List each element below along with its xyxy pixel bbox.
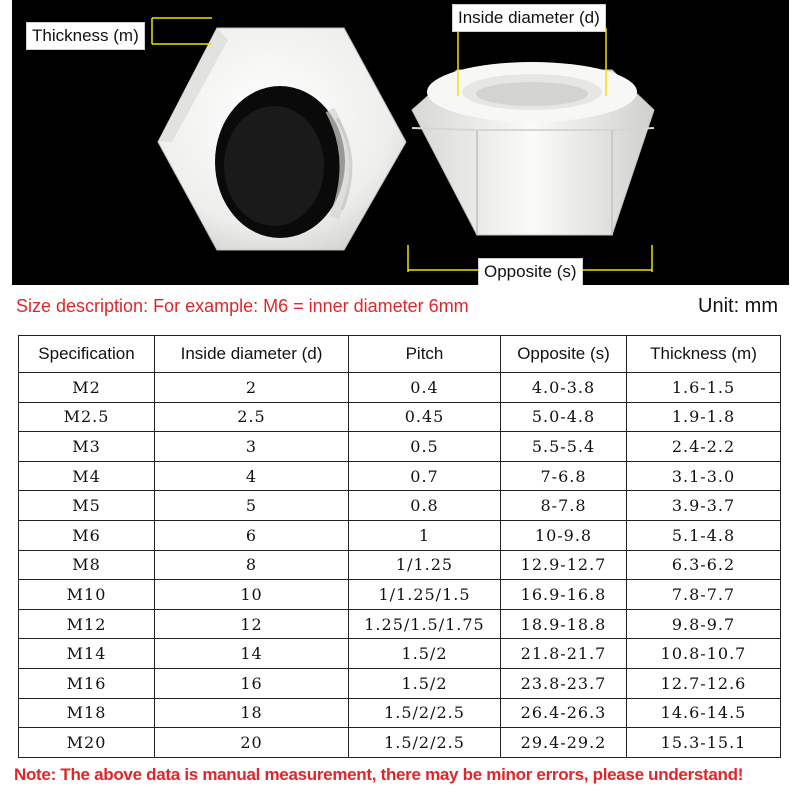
cell-thickness: 2.4-2.2	[627, 432, 781, 462]
cell-pitch: 1.5/2	[349, 668, 501, 698]
cell-pitch: 1.5/2/2.5	[349, 728, 501, 758]
table-row	[19, 520, 781, 550]
disclaimer-note: Note: The above data is manual measurement, there may be minor errors, please understand!	[14, 765, 744, 784]
size-description: Size description: For example: M6 = inner diameter 6mm	[16, 296, 469, 316]
hex-nut-angled	[412, 62, 654, 235]
cell-pitch: 1	[349, 520, 501, 550]
table-row	[19, 580, 781, 610]
table-row	[19, 639, 781, 669]
cell-opposite: 16.9-16.8	[501, 580, 627, 610]
cell-specification: M20	[19, 728, 155, 758]
cell-inside-diameter: 4	[155, 461, 349, 491]
cell-inside-diameter: 2	[155, 373, 349, 403]
cell-opposite: 23.8-23.7	[501, 668, 627, 698]
cell-inside-diameter: 6	[155, 520, 349, 550]
cell-pitch: 1.5/2	[349, 639, 501, 669]
cell-specification: M5	[19, 491, 155, 521]
cell-pitch: 0.45	[349, 402, 501, 432]
table-header-row	[19, 336, 781, 373]
cell-thickness: 14.6-14.5	[627, 698, 781, 728]
cell-opposite: 12.9-12.7	[501, 550, 627, 580]
cell-specification: M2	[19, 373, 155, 403]
cell-opposite: 26.4-26.3	[501, 698, 627, 728]
header-thickness: Thickness (m)	[627, 336, 781, 373]
cell-thickness: 5.1-4.8	[627, 520, 781, 550]
cell-pitch: 0.7	[349, 461, 501, 491]
cell-thickness: 12.7-12.6	[627, 668, 781, 698]
cell-pitch: 0.5	[349, 432, 501, 462]
cell-specification: M18	[19, 698, 155, 728]
cell-thickness: 3.1-3.0	[627, 461, 781, 491]
cell-specification: M12	[19, 609, 155, 639]
cell-opposite: 21.8-21.7	[501, 639, 627, 669]
cell-pitch: 1/1.25	[349, 550, 501, 580]
opposite-label: Opposite (s)	[478, 258, 583, 285]
cell-inside-diameter: 14	[155, 639, 349, 669]
cell-inside-diameter: 3	[155, 432, 349, 462]
cell-pitch: 0.4	[349, 373, 501, 403]
cell-inside-diameter: 2.5	[155, 402, 349, 432]
cell-opposite: 7-6.8	[501, 461, 627, 491]
header-pitch: Pitch	[349, 336, 501, 373]
table-row	[19, 698, 781, 728]
hex-nut-front	[158, 28, 406, 250]
inside-diameter-label: Inside diameter (d)	[452, 4, 606, 32]
table-row	[19, 432, 781, 462]
cell-pitch: 1/1.25/1.5	[349, 580, 501, 610]
cell-thickness: 7.8-7.7	[627, 580, 781, 610]
cell-opposite: 18.9-18.8	[501, 609, 627, 639]
table-row	[19, 461, 781, 491]
table-row	[19, 402, 781, 432]
cell-opposite: 4.0-3.8	[501, 373, 627, 403]
header-specification: Specification	[19, 336, 155, 373]
cell-thickness: 9.8-9.7	[627, 609, 781, 639]
cell-opposite: 29.4-29.2	[501, 728, 627, 758]
cell-thickness: 6.3-6.2	[627, 550, 781, 580]
cell-inside-diameter: 12	[155, 609, 349, 639]
header-inside-diameter: Inside diameter (d)	[155, 336, 349, 373]
cell-specification: M6	[19, 520, 155, 550]
table-row	[19, 550, 781, 580]
cell-specification: M10	[19, 580, 155, 610]
table-row	[19, 668, 781, 698]
cell-specification: M16	[19, 668, 155, 698]
cell-thickness: 1.9-1.8	[627, 402, 781, 432]
cell-thickness: 10.8-10.7	[627, 639, 781, 669]
product-photo	[12, 0, 789, 285]
cell-opposite: 5.0-4.8	[501, 402, 627, 432]
cell-pitch: 1.5/2/2.5	[349, 698, 501, 728]
cell-inside-diameter: 16	[155, 668, 349, 698]
cell-inside-diameter: 18	[155, 698, 349, 728]
cell-specification: M2.5	[19, 402, 155, 432]
cell-thickness: 3.9-3.7	[627, 491, 781, 521]
cell-opposite: 8-7.8	[501, 491, 627, 521]
cell-thickness: 15.3-15.1	[627, 728, 781, 758]
cell-opposite: 10-9.8	[501, 520, 627, 550]
cell-pitch: 1.25/1.5/1.75	[349, 609, 501, 639]
cell-inside-diameter: 5	[155, 491, 349, 521]
table-row	[19, 491, 781, 521]
table-row	[19, 609, 781, 639]
cell-inside-diameter: 10	[155, 580, 349, 610]
cell-specification: M4	[19, 461, 155, 491]
cell-specification: M14	[19, 639, 155, 669]
cell-inside-diameter: 8	[155, 550, 349, 580]
cell-inside-diameter: 20	[155, 728, 349, 758]
cell-specification: M8	[19, 550, 155, 580]
unit-label: Unit: mm	[698, 295, 778, 317]
cell-specification: M3	[19, 432, 155, 462]
cell-opposite: 5.5-5.4	[501, 432, 627, 462]
cell-thickness: 1.6-1.5	[627, 373, 781, 403]
table-row	[19, 373, 781, 403]
thickness-label: Thickness (m)	[26, 22, 145, 50]
cell-pitch: 0.8	[349, 491, 501, 521]
size-table	[18, 335, 781, 758]
header-opposite: Opposite (s)	[501, 336, 627, 373]
table-row	[19, 728, 781, 758]
